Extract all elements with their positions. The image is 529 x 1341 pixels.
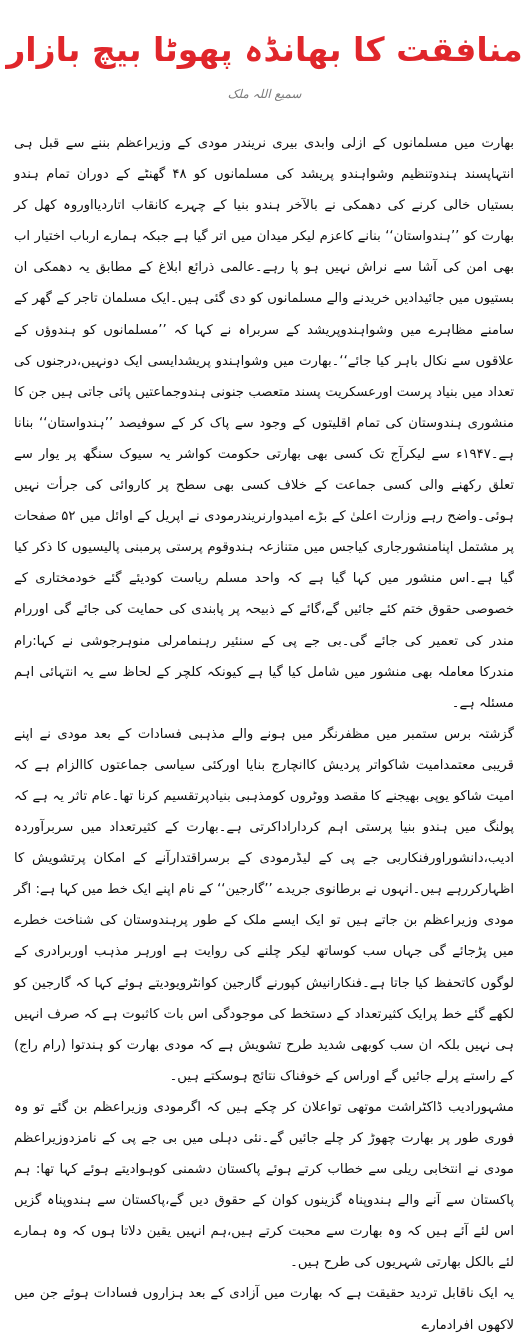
article-headline: منافقت کا بھانڈہ پھوٹا بیچ بازار [6, 30, 523, 69]
article-paragraph-3: مشہورادیب ڈاکٹراشت موتھی تواعلان کر چکے ہیں کہ اگرمودی وزیراعظم بن گئے تو وہ فوری طور پر بھارت چھوڑ کر چلے جائیں گے۔نئی دہلی میں بی جے پی کے نامزدوزیراعظم مودی نے انتخابی ریلی سے خطاب کرتے ہوئے پاکستان دشمنی کوہوادیتے ہوئے کہا تھا: ہم پاکستان سے آنے والے ہندوپناہ گزینوں کوان کے حقوق دیں گے،پاکستان سے ہندوپناہ گزیں اس لئے آئے ہیں کہ وہ بھارت سے محبت کرتے ہیں،ہم انہیں یقین دلاتا ہوں کہ وہ ہمارے لئے بالکل بھارتی شہریوں کی طرح ہیں۔ [14, 1099, 514, 1271]
article-paragraph-4: یہ ایک ناقابل تردید حقیقت ہے کہ بھارت میں آزادی کے بعد ہزاروں فسادات ہوئے جن میں لاکھوں افرادمارے [14, 1286, 514, 1333]
article-paragraph-1: بھارت میں مسلمانوں کے ازلی وابدی بیری نریندر مودی کے وزیراعظم بننے سے قبل ہی انتہاپسند ہندوتنظیم وشواہندو پریشد کی مسلمانوں کو ۴۸ گھنٹے کے دوران تمام ہندو بستیاں خالی کرنے کی دھمکی نے بالآخر ہندو بنیا کے چہرے کانقاب اتاردیااوروہ کھل کر بھارت کو ’’ہندواستان‘‘ بنانے کاعزم لیکر میدان میں اتر گیا ہے جبکہ ہمارے ارباب اختیار اب بھی امن کی آشا سے نراش نہیں ہو پا رہے۔عالمی ذرائع ابلاغ کے مطابق یہ دھمکی ان بستیوں میں جائیدادیں خریدنے والے مسلمانوں کو دی گئی ہیں۔ایک مسلمان تاجر کے گھر کے سامنے مظاہرے میں وشواہندوپریشد کے سربراہ نے کہا کہ ’’مسلمانوں کو ہندوؤں کے علاقوں سے نکال باہر کیا جائے‘‘۔بھارت میں وشواہندو پریشدایسی ایک دونہیں،درجنوں کی تعداد میں بنیاد پرست اورعسکریت پسند متعصب جنونی ہندوجماعتیں پائی جاتی ہیں جن کا منشوری ہندوستان کی تمام اقلیتوں کے وجود سے پاک کر کے سوفیصد ’’ہندواستان‘‘ بنانا ہے۔۱۹۴۷ء سے لیکرآج تک کسی بھی بھارتی حکومت کواشر یہ سیوک سنگھ پر یوار سے تعلق رکھنے والی کسی جماعت کے خلاف کسی بھی سطح پر کاروائی کی جرأت نہیں ہوئی۔واضح رہے وزارت اعلیٰ کے بڑے امیدوارنریندرمودی نے اپریل کے اوائل میں ۵۲ صفحات پر مشتمل اپنامنشورجاری کیاجس میں متنازعہ ہندوقوم پرستی پرمبنی پالیسیوں کا ذکر کیا گیا ہے۔اس منشور میں کہا گیا ہے کہ واحد مسلم ریاست کودیئے گئے خودمختاری کے خصوصی حقوق ختم کئے جائیں گے،گائے کے ذبیحہ پر پابندی کی حمایت کی جائے گی اوررام مندر کی تعمیر کی جائے گی۔بی جے پی کے سنئیر رہنمامرلی منوہرجوشی نے کہا:رام مندرکا معاملہ بھی منشور میں شامل کیا گیا ہے کیونکہ کلچر کے لحاظ سے یہ انتہائی اہم مسئلہ ہے۔ [14, 136, 514, 711]
article-paragraph-2: گزشتہ برس ستمبر میں مظفرنگر میں ہونے والے مذہبی فسادات کے بعد مودی نے اپنے قریبی معتمدامیت شاکواتر پردیش کاانچارج بنایا اورکئی سیاسی جماعتوں کاالزام ہے کہ امیت شاکو یوپی بھیجنے کا مقصد ووٹروں کومذہبی بنیادپرتقسیم کرنا تھا۔عام تاثر یہ ہے کہ پولنگ میں ہندو بنیا پرستی اہم کرداراداکرتی ہے۔بھارت کے کثیرتعداد میں سربرآوردہ ادیب،دانشوراورفنکاربی جے پی کے لیڈرمودی کے برسراقتدارآنے کے امکان پرتشویش کا اظہارکررہے ہیں۔انہوں نے برطانوی جریدے ’’گارجین‘‘ کے نام اپنے ایک خط میں کہا ہے: اگر مودی وزیراعظم بن جاتے ہیں تو ایک ایسے ملک کے طور پرہندوستان کی شناخت خطرے میں پڑجائے گی جہاں سب کوساتھ لیکر چلنے کی روایت ہے اورہر مذہب اوربرادری کے لوگوں کاتحفظ کیا جاتا ہے۔فنکارانیش کپورنے گارجین کوانٹرویودیتے ہوئے کہا کہ گارجین کو لکھے گئے خط پرایک کثیرتعداد کے دستخط کی موجودگی اس بات کاثبوت ہے کہ صرف انہیں ہی نہیں بلکہ ان سب کوبھی شدید طرح تشویش ہے کہ مودی بھارت کو ہندتوا (رام راج) کے راستے پرلے جائیں گے اوراس کے خوفناک نتائج ہوسکتے ہیں۔ [14, 726, 514, 1084]
author-byline: سمیع اللہ ملک [227, 87, 302, 101]
article-body [14, 128, 514, 1341]
